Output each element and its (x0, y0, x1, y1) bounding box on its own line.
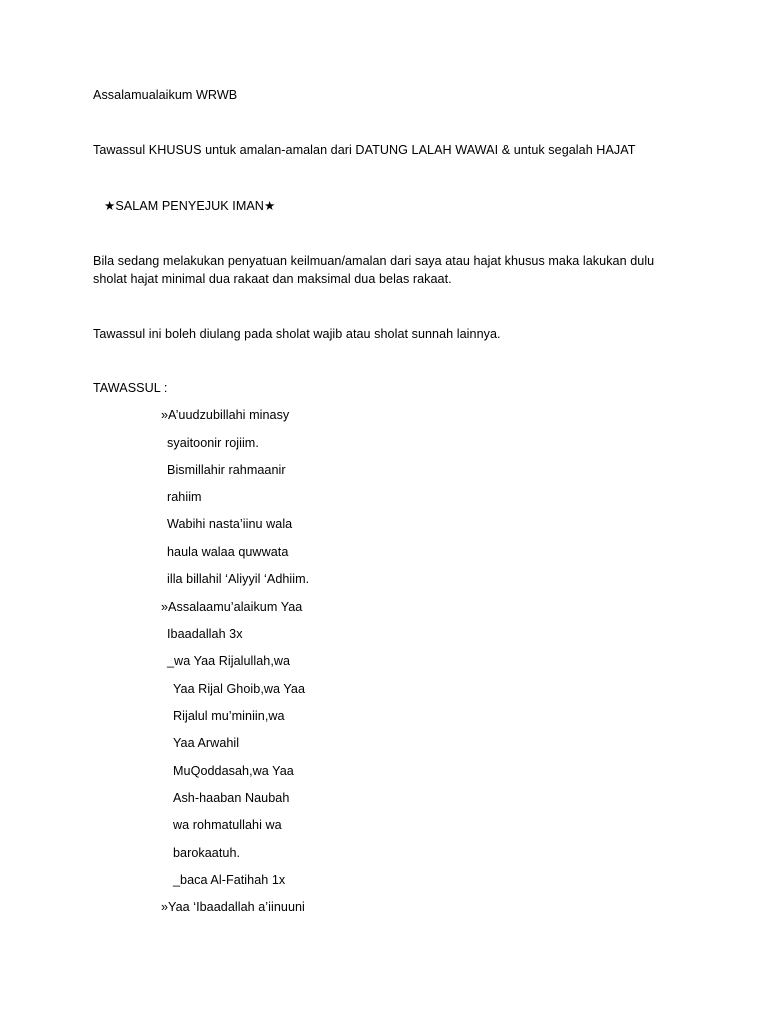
tawassul-line: syaitoonir rojiim. (167, 436, 259, 450)
salam-heading: ★SALAM PENYEJUK IMAN★ (104, 199, 276, 213)
tawassul-line: _wa Yaa Rijalullah,wa (167, 654, 291, 668)
note-text: Tawassul ini boleh diulang pada sholat wajib atau sholat sunnah lainnya. (93, 327, 501, 341)
tawassul-line: Yaa Rijal Ghoib,wa Yaa (173, 682, 306, 696)
tawassul-line: »A’uudzubillahi minasy (161, 408, 290, 422)
tawassul-line: rahiim (167, 490, 202, 504)
subject-text: Tawassul KHUSUS untuk amalan-amalan dari DATUNG LALAH WAWAI & untuk segalah HAJAT (93, 143, 636, 157)
tawassul-line: Ash-haaban Naubah (173, 791, 290, 805)
greeting-text: Assalamualaikum WRWB (93, 88, 238, 102)
tawassul-line: Wabihi nasta’iinu wala (167, 517, 293, 531)
tawassul-line: Bismillahir rahmaanir (167, 463, 286, 477)
tawassul-line: Yaa Arwahil (173, 736, 240, 750)
tawassul-line: »Yaa ‘Ibaadallah a’iinuuni (161, 900, 305, 914)
tawassul-line: barokaatuh. (173, 846, 241, 860)
instruction-line-1: Bila sedang melakukan penyatuan keilmuan/amalan dari saya atau hajat khusus maka lakukan dulu (93, 254, 655, 268)
tawassul-line: Rijalul mu’miniin,wa (173, 709, 285, 723)
tawassul-line: wa rohmatullahi wa (173, 818, 282, 832)
tawassul-line: _baca Al-Fatihah 1x (173, 873, 286, 887)
instruction-line-2: sholat hajat minimal dua rakaat dan maksimal dua belas rakaat. (93, 272, 452, 286)
tawassul-line: Ibaadallah 3x (167, 627, 243, 641)
section-heading: TAWASSUL : (93, 381, 168, 395)
tawassul-line: haula walaa quwwata (167, 545, 289, 559)
tawassul-line: illa billahil ‘Aliyyil ‘Adhiim. (167, 572, 310, 586)
tawassul-line: MuQoddasah,wa Yaa (173, 764, 294, 778)
tawassul-line: »Assalaamu’alaikum Yaa (161, 600, 303, 614)
